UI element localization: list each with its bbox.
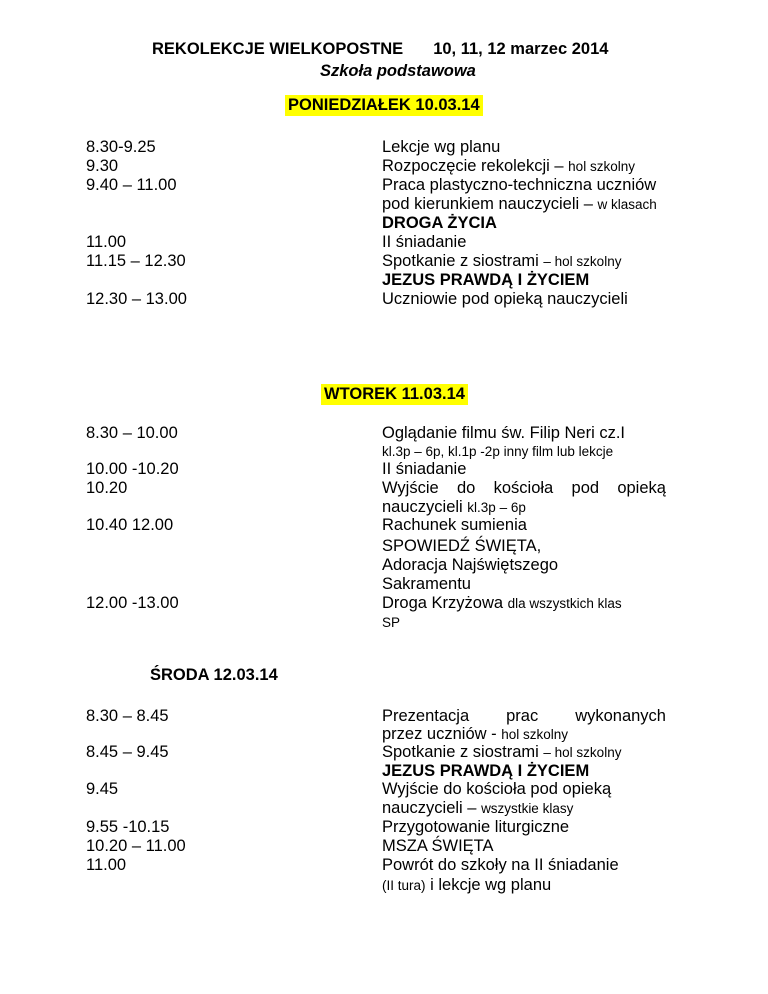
activity-line: Powrót do szkoły na II śniadanie xyxy=(382,856,619,874)
time-slot: 8.30 – 8.45 xyxy=(86,707,169,725)
activity-line: II śniadanie xyxy=(382,460,467,478)
time-slot: 8.45 – 9.45 xyxy=(86,743,169,761)
activity-line: Wyjście do kościoła pod opieką xyxy=(382,479,666,497)
activity-line: Przygotowanie liturgiczne xyxy=(382,818,570,836)
activity-line: Praca plastyczno-techniczna uczniów xyxy=(382,176,657,194)
activity-line: Oglądanie filmu św. Filip Neri cz.I xyxy=(382,424,625,442)
time-slot: 12.00 -13.00 xyxy=(86,594,179,612)
activity-line: Droga Krzyżowa dla wszystkich klas xyxy=(382,594,622,612)
activity-line: Rachunek sumienia xyxy=(382,516,527,534)
activity-line: przez uczniów - hol szkolny xyxy=(382,725,569,743)
document-dates: 10, 11, 12 marzec 2014 xyxy=(433,40,609,58)
time-slot: 9.40 – 11.00 xyxy=(86,176,177,194)
time-slot: 10.00 -10.20 xyxy=(86,460,179,478)
activity-line: SP xyxy=(382,615,401,630)
activity-line: Rozpoczęcie rekolekcji – hol szkolny xyxy=(382,157,635,175)
activity-line: Lekcje wg planu xyxy=(382,138,501,156)
time-slot: 8.30-9.25 xyxy=(86,138,156,156)
tuesday-heading: WTOREK 11.03.14 xyxy=(321,384,468,405)
activity-line: nauczycieli – wszystkie klasy xyxy=(382,799,574,817)
time-slot: 10.20 xyxy=(86,479,128,497)
time-slot: 9.55 -10.15 xyxy=(86,818,170,836)
document-subtitle: Szkoła podstawowa xyxy=(320,62,476,80)
time-slot: 10.40 12.00 xyxy=(86,516,174,534)
wednesday-heading: ŚRODA 12.03.14 xyxy=(150,666,278,684)
document-title: REKOLEKCJE WIELKOPOSTNE 10, 11, 12 marzec 2014 xyxy=(152,40,609,58)
activity-line: II śniadanie xyxy=(382,233,467,251)
activity-line: JEZUS PRAWDĄ I ŻYCIEM xyxy=(382,271,590,289)
time-slot: 10.20 – 11.00 xyxy=(86,837,186,855)
time-slot: 11.15 – 12.30 xyxy=(86,252,186,270)
activity-line: kl.3p – 6p, kl.1p -2p inny film lub lekcje xyxy=(382,444,614,459)
activity-line: (II tura) i lekcje wg planu xyxy=(382,876,552,894)
time-slot: 9.30 xyxy=(86,157,119,175)
activity-line: Uczniowie pod opieką nauczycieli xyxy=(382,290,628,308)
time-slot: 11.00 xyxy=(86,856,127,874)
activity-line: pod kierunkiem nauczycieli – w klasach xyxy=(382,195,657,213)
activity-line: SPOWIEDŹ ŚWIĘTA, xyxy=(382,537,542,555)
activity-line: Prezentacja prac wykonanych xyxy=(382,707,666,725)
time-slot: 9.45 xyxy=(86,780,119,798)
activity-line: DROGA ŻYCIA xyxy=(382,214,497,232)
activity-line: MSZA ŚWIĘTA xyxy=(382,837,494,855)
activity-line: Wyjście do kościoła pod opieką xyxy=(382,780,612,798)
monday-heading: PONIEDZIAŁEK 10.03.14 xyxy=(285,95,483,116)
activity-line: Adoracja Najświętszego xyxy=(382,556,559,574)
activity-line: Spotkanie z siostrami – hol szkolny xyxy=(382,743,622,761)
time-slot: 11.00 xyxy=(86,233,127,251)
time-slot: 12.30 – 13.00 xyxy=(86,290,187,308)
activity-line: JEZUS PRAWDĄ I ŻYCIEM xyxy=(382,762,590,780)
activity-line: nauczycieli kl.3p – 6p xyxy=(382,498,526,516)
time-slot: 8.30 – 10.00 xyxy=(86,424,178,442)
activity-line: Spotkanie z siostrami – hol szkolny xyxy=(382,252,622,270)
activity-line: Sakramentu xyxy=(382,575,471,593)
